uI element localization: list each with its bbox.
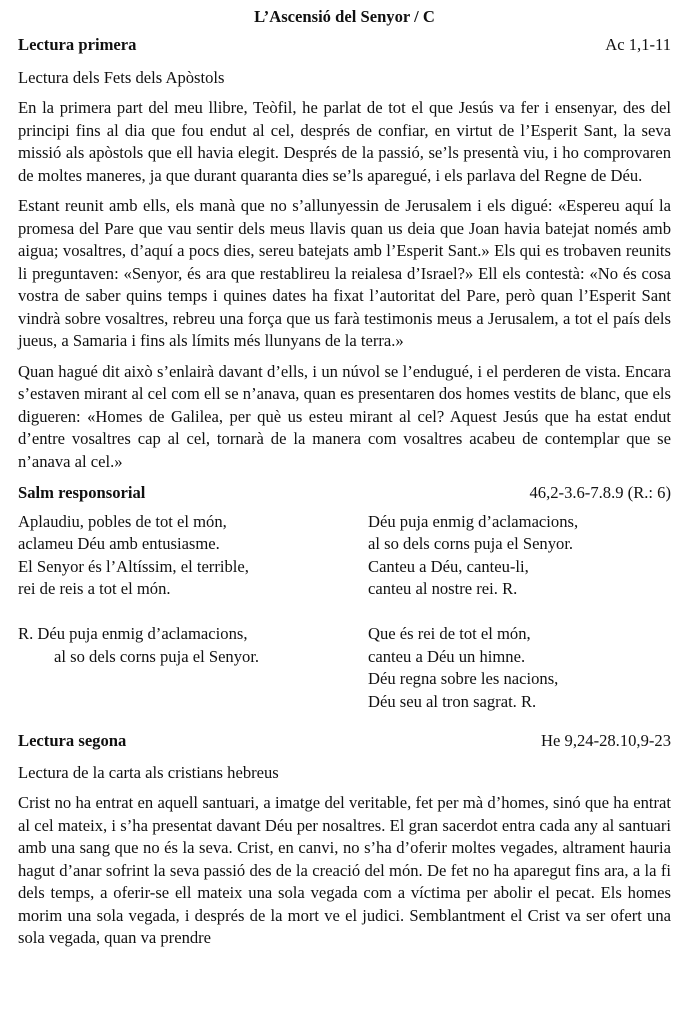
psalm-left-stanza bbox=[18, 511, 368, 601]
psalm-citation: 46,2-3.6-7.8.9 (R.: 6) bbox=[529, 483, 671, 502]
psalm-response-line: R. Déu puja enmig d’aclamacions, bbox=[18, 624, 248, 643]
psalm-response bbox=[18, 623, 368, 668]
psalm-line: El Senyor és l’Altíssim, el terrible, bbox=[18, 556, 249, 576]
reading2-heading-row bbox=[18, 730, 671, 753]
reading1-citation: Ac 1,1-11 bbox=[605, 35, 671, 54]
page-title: L’Ascensió del Senyor / C bbox=[254, 7, 435, 26]
reading1-intro: Lectura dels Fets dels Apòstols bbox=[18, 67, 225, 87]
psalm-left-column bbox=[18, 511, 368, 714]
psalm-line: Canteu a Déu, canteu-li, bbox=[368, 556, 529, 576]
psalm-line: canteu a Déu un himne. bbox=[368, 646, 526, 666]
psalm-heading-row bbox=[18, 482, 671, 505]
reading2-citation: He 9,24-28.10,9-23 bbox=[541, 731, 671, 750]
reading2-paragraph: Crist no ha entrat en aquell santuari, a imatge del veritable, fet per mà d’homes, sinó que ha entrat al cel mateix, i s’ha presentat davant Déu per nosaltres. El gran sacerdot entra cada any al santuari amb una sang que no és la seva. Crist, en canvi, no s’ha d’oferir moltes vegades, altrament hauria hagut d’anar sofrint la seva passió des de la creació del món. De fet no ha aparegut fins ara, a la fi dels temps, a oferir-se ell mateix una sola vegada com a víctima per abolir el pecat. Els homes morim una sola vegada, i després de la mort ve el judici. Semblantment el Crist va ser ofert una sola vegada, quan va prendre bbox=[18, 793, 671, 947]
psalm-right-stanza bbox=[368, 511, 671, 601]
psalm-body bbox=[18, 511, 671, 714]
reading1-heading: Lectura primera bbox=[18, 35, 137, 54]
psalm-line: al so dels corns puja el Senyor. bbox=[368, 534, 574, 553]
reading1-paragraph-3: Quan hagué dit això s’enlairà davant d’ells, i un núvol se l’endugué, i el perderen de vista. Encara s’estaven mirant al cel com ell se n’anava, quan es presentaren dos homes vestits de blanc, que els digueren: «Homes de Galilea, per què us esteu mirant al cel? Aquest Jesús que ha estat endut d’entre vosaltres cap al cel, tornarà de la manera com vosaltres acabeu de contemplar que se n’anava al cel.» bbox=[18, 361, 671, 471]
reading1-paragraph-1: En la primera part del meu llibre, Teòfil, he parlat de tot el que Jesús va fer i ensenyar, des del principi fins al dia que fou endut al cel, després de confiar, en virtut de l’Esperit Sant, la seva missió als apòstols que ell havia elegit. Després de la passió, se’ls presentà viu, i ho comprovaren de moltes maneres, ja que durant quaranta dies se’ls aparegué, i els parlava del Regne de Déu. bbox=[18, 98, 671, 185]
psalm-line: Déu puja enmig d’aclamacions, bbox=[368, 511, 579, 531]
reading1-paragraph-2: Estant reunit amb ells, els manà que no s’allunyessin de Jerusalem i els digué: «Espereu aquí la promesa del Pare que vau sentir dels meus llavis quan us deia que Joan havia batejat només amb aigua; vosaltres, d’aquí a pocs dies, sereu batejats amb l’Esperit Sant.» Els qui es trobaven reunits li preguntaven: «Senyor, és ara que restablireu la reialesa d’Israel?» Ell els contestà: «No és cosa vostra de saber quins temps i quines dates ha fixat l’autoritat del Pare, però quan l’Esperit Sant vindrà sobre vosaltres, rebreu una força que us farà testimonis meus a Jerusalem, a tot el país dels jueus, a Samaria i fins als límits més llunyans de la terra.» bbox=[18, 196, 671, 350]
psalm-right-column bbox=[368, 511, 671, 714]
psalm-line: rei de reis a tot el món. bbox=[18, 579, 171, 598]
psalm-heading: Salm responsorial bbox=[18, 483, 146, 502]
psalm-line: Déu regna sobre les nacions, bbox=[368, 669, 559, 688]
psalm-response-line: al so dels corns puja el Senyor. bbox=[54, 646, 260, 666]
reading2-heading: Lectura segona bbox=[18, 731, 127, 750]
page bbox=[18, 0, 671, 950]
reading2-intro: Lectura de la carta als cristians hebreus bbox=[18, 762, 279, 782]
psalm-line: Déu seu al tron sagrat. R. bbox=[368, 691, 537, 711]
psalm-right-stanza bbox=[368, 623, 671, 713]
psalm-line: aclameu Déu amb entusiasme. bbox=[18, 534, 220, 553]
reading1-heading-row bbox=[18, 34, 671, 57]
psalm-line: Aplaudiu, pobles de tot el món, bbox=[18, 511, 227, 531]
psalm-line: Que és rei de tot el món, bbox=[368, 624, 531, 643]
psalm-line: canteu al nostre rei. R. bbox=[368, 579, 518, 598]
